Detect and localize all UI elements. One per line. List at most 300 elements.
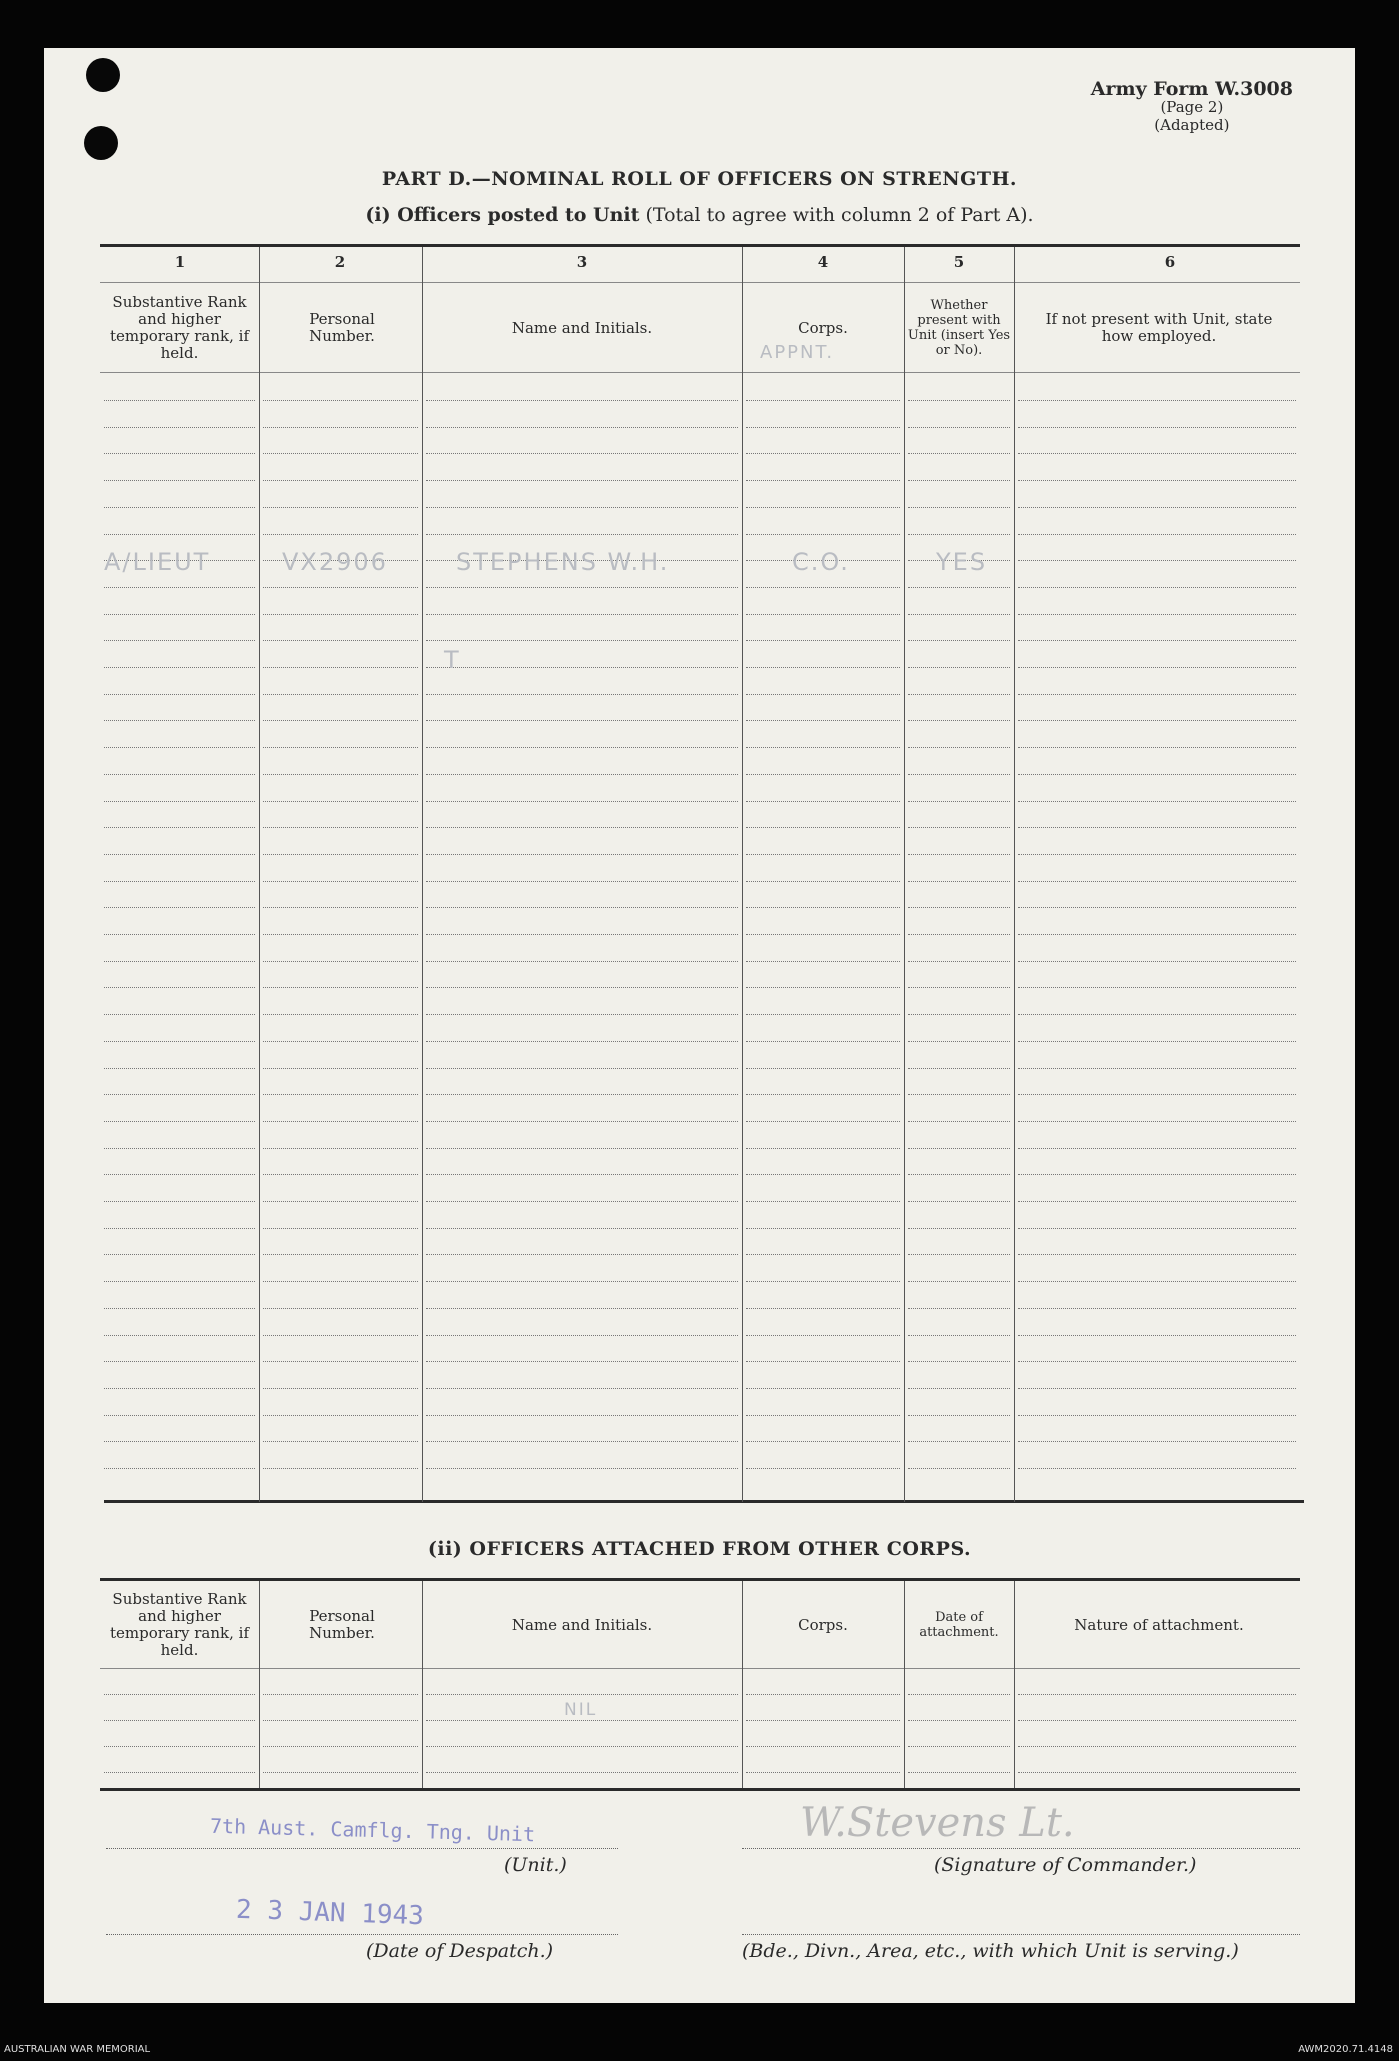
col-number-2: 2 xyxy=(334,253,346,271)
ruled-row-line xyxy=(1018,881,1296,882)
ruled-row-line xyxy=(1018,1121,1296,1122)
form-page xyxy=(44,48,1355,2003)
handwritten-rank: A/LIEUT xyxy=(104,548,211,576)
ruled-row-line xyxy=(746,1254,900,1255)
t2-header-rank: Substantive Rank and higher temporary rank, if held. xyxy=(109,1590,250,1659)
handwritten-nil: NIL xyxy=(564,1700,598,1720)
ruled-row-line xyxy=(426,774,738,775)
ruled-row-line xyxy=(908,1121,1010,1122)
ruled-row-line xyxy=(1018,1228,1296,1229)
ruled-row-line xyxy=(263,453,418,454)
t2-header-name: Name and Initials. xyxy=(511,1615,653,1634)
ruled-row-line xyxy=(263,534,418,535)
punch-hole xyxy=(86,58,120,92)
col-number-1: 1 xyxy=(174,253,186,271)
ruled-row-line xyxy=(263,1361,418,1362)
ruled-row-line xyxy=(263,934,418,935)
ruled-row-line xyxy=(746,1174,900,1175)
unit-stamp: 7th Aust. Camflg. Tng. Unit xyxy=(209,1813,536,1847)
table2-col-divider xyxy=(259,1581,260,1788)
ruled-row-line xyxy=(104,987,255,988)
ruled-row-line xyxy=(104,400,255,401)
ruled-row-line xyxy=(908,1014,1010,1015)
ruled-row-line xyxy=(104,1201,255,1202)
ruled-row-line xyxy=(104,587,255,588)
ruled-row-line xyxy=(908,1041,1010,1042)
ruled-row-line xyxy=(908,1308,1010,1309)
ruled-row-line xyxy=(263,774,418,775)
ruled-row-line xyxy=(908,667,1010,668)
ruled-row-line xyxy=(104,1228,255,1229)
ruled-row-line xyxy=(746,1694,900,1695)
ruled-row-line xyxy=(104,961,255,962)
ruled-row-line xyxy=(1018,1468,1296,1469)
table2-col-divider xyxy=(1014,1581,1015,1788)
ruled-row-line xyxy=(908,507,1010,508)
ruled-row-line xyxy=(1018,907,1296,908)
ruled-row-line xyxy=(426,614,738,615)
ruled-row-line xyxy=(263,507,418,508)
ruled-row-line xyxy=(908,1201,1010,1202)
ruled-row-line xyxy=(1018,400,1296,401)
table1-col-divider xyxy=(422,247,423,1502)
ruled-row-line xyxy=(908,1720,1010,1721)
ruled-row-line xyxy=(746,534,900,535)
ruled-row-line xyxy=(426,694,738,695)
ruled-row-line xyxy=(104,1148,255,1149)
ruled-row-line xyxy=(908,400,1010,401)
ruled-row-line xyxy=(746,1720,900,1721)
handwritten-number: VX2906 xyxy=(282,548,388,576)
table2-header-rule xyxy=(100,1668,1300,1669)
col-number-4: 4 xyxy=(817,253,829,271)
ruled-row-line xyxy=(263,801,418,802)
ruled-row-line xyxy=(104,1174,255,1175)
ruled-row-line xyxy=(908,1746,1010,1747)
table1-col-divider xyxy=(259,247,260,1502)
ruled-row-line xyxy=(104,827,255,828)
ruled-row-line xyxy=(1018,534,1296,535)
ruled-row-line xyxy=(263,1174,418,1175)
ruled-row-line xyxy=(104,507,255,508)
ruled-row-line xyxy=(104,534,255,535)
ruled-row-line xyxy=(1018,774,1296,775)
ruled-row-line xyxy=(1018,1308,1296,1309)
ruled-row-line xyxy=(1018,1068,1296,1069)
ruled-row-line xyxy=(908,881,1010,882)
ruled-row-line xyxy=(426,1694,738,1695)
ruled-row-line xyxy=(263,1772,418,1773)
t2-header-date: Date of attachment. xyxy=(919,1610,999,1640)
ruled-row-line xyxy=(1018,720,1296,721)
ruled-row-line xyxy=(104,774,255,775)
ruled-row-line xyxy=(263,854,418,855)
ruled-row-line xyxy=(746,1094,900,1095)
header-employment: If not present with Unit, state how employed. xyxy=(1045,310,1273,345)
ruled-row-line xyxy=(1018,667,1296,668)
ruled-row-line xyxy=(426,1468,738,1469)
ruled-row-line xyxy=(263,747,418,748)
ruled-row-line xyxy=(746,1441,900,1442)
ruled-row-line xyxy=(1018,1415,1296,1416)
ruled-row-line xyxy=(426,400,738,401)
ruled-row-line xyxy=(1018,1772,1296,1773)
ruled-row-line xyxy=(426,934,738,935)
ruled-row-line xyxy=(263,694,418,695)
ruled-row-line xyxy=(746,1388,900,1389)
ruled-row-line xyxy=(746,854,900,855)
ruled-row-line xyxy=(104,1094,255,1095)
ruled-row-line xyxy=(746,667,900,668)
ruled-row-line xyxy=(908,1281,1010,1282)
ruled-row-line xyxy=(104,1361,255,1362)
ruled-row-line xyxy=(746,1415,900,1416)
ruled-row-line xyxy=(104,881,255,882)
ruled-row-line xyxy=(746,1068,900,1069)
ruled-row-line xyxy=(1018,694,1296,695)
ruled-row-line xyxy=(263,427,418,428)
ruled-row-line xyxy=(746,1772,900,1773)
ruled-row-line xyxy=(263,1148,418,1149)
section2-title: (ii) OFFICERS ATTACHED FROM OTHER CORPS. xyxy=(427,1538,972,1560)
ruled-row-line xyxy=(1018,987,1296,988)
table1-col-divider xyxy=(742,247,743,1502)
ruled-row-line xyxy=(426,1228,738,1229)
ruled-row-line xyxy=(908,1415,1010,1416)
ruled-row-line xyxy=(746,827,900,828)
ruled-row-line xyxy=(104,453,255,454)
ruled-row-line xyxy=(746,640,900,641)
ruled-row-line xyxy=(908,640,1010,641)
ruled-row-line xyxy=(908,907,1010,908)
ruled-row-line xyxy=(426,1174,738,1175)
ruled-row-line xyxy=(908,1094,1010,1095)
ruled-row-line xyxy=(104,1694,255,1695)
header-present: Whether present with Unit (insert Yes or No). xyxy=(907,298,1011,358)
col-number-5: 5 xyxy=(953,253,965,271)
ruled-row-line xyxy=(1018,453,1296,454)
ruled-row-line xyxy=(104,1772,255,1773)
ruled-row-line xyxy=(263,881,418,882)
ruled-row-line xyxy=(263,1388,418,1389)
ruled-row-line xyxy=(1018,1281,1296,1282)
ruled-row-line xyxy=(263,1014,418,1015)
ruled-row-line xyxy=(104,1335,255,1336)
ruled-row-line xyxy=(426,1361,738,1362)
subtitle-rest: (Total to agree with column 2 of Part A). xyxy=(639,204,1034,226)
ruled-row-line xyxy=(104,427,255,428)
ruled-row-line xyxy=(1018,640,1296,641)
ruled-row-line xyxy=(746,1468,900,1469)
ruled-row-line xyxy=(426,747,738,748)
table1-bottom-rule xyxy=(104,1500,1304,1503)
ruled-row-line xyxy=(1018,427,1296,428)
ruled-row-line xyxy=(263,1228,418,1229)
ruled-row-line xyxy=(426,1308,738,1309)
form-note: (Adapted) xyxy=(1154,116,1230,134)
ruled-row-line xyxy=(908,1148,1010,1149)
ruled-row-line xyxy=(1018,827,1296,828)
ruled-row-line xyxy=(104,1468,255,1469)
ruled-row-line xyxy=(1018,747,1296,748)
ruled-row-line xyxy=(263,1308,418,1309)
handwritten-name: STEPHENS W.H. xyxy=(456,548,670,576)
ruled-row-line xyxy=(104,1415,255,1416)
t2-header-corps: Corps. xyxy=(798,1615,848,1634)
ruled-row-line xyxy=(426,1281,738,1282)
ruled-row-line xyxy=(426,827,738,828)
ruled-row-line xyxy=(426,1201,738,1202)
ruled-row-line xyxy=(1018,1094,1296,1095)
ruled-row-line xyxy=(908,614,1010,615)
ruled-row-line xyxy=(426,1254,738,1255)
ruled-row-line xyxy=(263,480,418,481)
ruled-row-line xyxy=(426,1772,738,1773)
ruled-row-line xyxy=(426,1068,738,1069)
credit-right: AWM2020.71.4148 xyxy=(1298,2044,1393,2055)
ruled-row-line xyxy=(908,747,1010,748)
ruled-row-line xyxy=(104,694,255,695)
ruled-row-line xyxy=(104,1254,255,1255)
ruled-row-line xyxy=(426,480,738,481)
ruled-row-line xyxy=(263,1121,418,1122)
ruled-row-line xyxy=(746,587,900,588)
ruled-row-line xyxy=(746,1201,900,1202)
ruled-row-line xyxy=(104,1441,255,1442)
ruled-row-line xyxy=(746,1746,900,1747)
header-personal-number: Personal Number. xyxy=(309,310,375,345)
commander-signature: W.Stevens Lt. xyxy=(800,1800,1075,1846)
ruled-row-line xyxy=(746,907,900,908)
ruled-row-line xyxy=(426,640,738,641)
handwritten-present: YES xyxy=(936,548,988,576)
handwritten-corps: C.O. xyxy=(792,548,850,576)
signature-label: (Signature of Commander.) xyxy=(934,1854,1197,1876)
ruled-row-line xyxy=(1018,1148,1296,1149)
ruled-row-line xyxy=(104,720,255,721)
ruled-row-line xyxy=(1018,1254,1296,1255)
credit-left: AUSTRALIAN WAR MEMORIAL xyxy=(4,2044,151,2055)
ruled-row-line xyxy=(908,934,1010,935)
ruled-row-line xyxy=(263,587,418,588)
ruled-row-line xyxy=(104,1308,255,1309)
ruled-row-line xyxy=(746,1281,900,1282)
ruled-row-line xyxy=(1018,961,1296,962)
ruled-row-line xyxy=(263,1415,418,1416)
ruled-row-line xyxy=(263,987,418,988)
ruled-row-line xyxy=(1018,1201,1296,1202)
ruled-row-line xyxy=(746,720,900,721)
ruled-row-line xyxy=(263,720,418,721)
ruled-row-line xyxy=(104,747,255,748)
ruled-row-line xyxy=(908,1694,1010,1695)
ruled-row-line xyxy=(426,961,738,962)
ruled-row-line xyxy=(263,1041,418,1042)
date-line xyxy=(106,1934,618,1935)
ruled-row-line xyxy=(263,907,418,908)
table1-colnum-rule xyxy=(100,282,1300,283)
col-number-3: 3 xyxy=(576,253,588,271)
ruled-row-line xyxy=(104,1746,255,1747)
ruled-row-line xyxy=(104,480,255,481)
table2-bottom-rule xyxy=(100,1788,1300,1791)
subtitle xyxy=(44,204,1355,226)
ruled-row-line xyxy=(746,934,900,935)
ruled-row-line xyxy=(426,1720,738,1721)
ruled-row-line xyxy=(104,854,255,855)
ruled-row-line xyxy=(746,694,900,695)
ruled-row-line xyxy=(263,400,418,401)
ruled-row-line xyxy=(263,1068,418,1069)
ruled-row-line xyxy=(1018,1720,1296,1721)
ruled-row-line xyxy=(426,854,738,855)
ruled-row-line xyxy=(1018,801,1296,802)
ruled-row-line xyxy=(908,774,1010,775)
ruled-row-line xyxy=(426,1148,738,1149)
ruled-row-line xyxy=(426,1441,738,1442)
ruled-row-line xyxy=(263,614,418,615)
ruled-row-line xyxy=(104,640,255,641)
ruled-row-line xyxy=(746,507,900,508)
ruled-row-line xyxy=(1018,1361,1296,1362)
subtitle-bold: (i) Officers posted to Unit xyxy=(365,204,640,226)
ruled-row-line xyxy=(1018,1014,1296,1015)
ruled-row-line xyxy=(908,587,1010,588)
ruled-row-line xyxy=(1018,934,1296,935)
ruled-row-line xyxy=(1018,1335,1296,1336)
ruled-row-line xyxy=(426,801,738,802)
ruled-row-line xyxy=(104,801,255,802)
ruled-row-line xyxy=(426,587,738,588)
table1-header-rule xyxy=(100,372,1300,373)
ruled-row-line xyxy=(908,961,1010,962)
ruled-row-line xyxy=(908,694,1010,695)
ruled-row-line xyxy=(426,453,738,454)
ruled-row-line xyxy=(263,1746,418,1747)
date-label: (Date of Despatch.) xyxy=(366,1940,554,1962)
ruled-row-line xyxy=(104,1068,255,1069)
ruled-row-line xyxy=(426,1746,738,1747)
unit-label: (Unit.) xyxy=(504,1854,567,1876)
ruled-row-line xyxy=(263,961,418,962)
ruled-row-line xyxy=(1018,1388,1296,1389)
signature-line xyxy=(742,1848,1300,1849)
ruled-row-line xyxy=(1018,1694,1296,1695)
ruled-row-line xyxy=(426,907,738,908)
ruled-row-line xyxy=(263,1694,418,1695)
ruled-row-line xyxy=(104,1388,255,1389)
ruled-row-line xyxy=(104,934,255,935)
ruled-row-line xyxy=(426,1415,738,1416)
ruled-row-line xyxy=(908,1174,1010,1175)
ruled-row-line xyxy=(746,614,900,615)
ruled-row-line xyxy=(908,827,1010,828)
ruled-row-line xyxy=(1018,480,1296,481)
header-name: Name and Initials. xyxy=(511,318,653,337)
ruled-row-line xyxy=(746,480,900,481)
ruled-row-line xyxy=(263,1720,418,1721)
ruled-row-line xyxy=(104,1041,255,1042)
table1-col-divider xyxy=(1014,247,1015,1502)
header-corps: Corps. xyxy=(798,318,848,337)
ruled-row-line xyxy=(426,1335,738,1336)
ruled-row-line xyxy=(426,427,738,428)
ruled-row-line xyxy=(908,1068,1010,1069)
ruled-row-line xyxy=(263,640,418,641)
ruled-row-line xyxy=(263,1201,418,1202)
ruled-row-line xyxy=(908,854,1010,855)
col-number-6: 6 xyxy=(1164,253,1176,271)
ruled-row-line xyxy=(263,1094,418,1095)
ruled-row-line xyxy=(426,987,738,988)
ruled-row-line xyxy=(426,1388,738,1389)
ruled-row-line xyxy=(1018,560,1296,561)
table2-col-divider xyxy=(904,1581,905,1788)
ruled-row-line xyxy=(746,987,900,988)
ruled-row-line xyxy=(746,1361,900,1362)
ruled-row-line xyxy=(104,1720,255,1721)
ruled-row-line xyxy=(908,987,1010,988)
ruled-row-line xyxy=(104,1281,255,1282)
ruled-row-line xyxy=(1018,587,1296,588)
serving-label: (Bde., Divn., Area, etc., with which Unit is serving.) xyxy=(742,1940,1239,1962)
ruled-row-line xyxy=(1018,614,1296,615)
form-identifier xyxy=(1091,80,1293,134)
ruled-row-line xyxy=(908,1441,1010,1442)
handwritten-corps-note: APPNT. xyxy=(760,342,835,363)
ruled-row-line xyxy=(746,1148,900,1149)
table2-top-rule xyxy=(100,1578,1300,1581)
ruled-row-line xyxy=(104,1121,255,1122)
ruled-row-line xyxy=(1018,1041,1296,1042)
form-page-number: (Page 2) xyxy=(1160,98,1224,116)
ruled-row-line xyxy=(908,427,1010,428)
ruled-row-line xyxy=(746,1014,900,1015)
ruled-row-line xyxy=(908,1254,1010,1255)
ruled-row-line xyxy=(426,534,738,535)
ruled-row-line xyxy=(908,1361,1010,1362)
ruled-row-line xyxy=(746,1041,900,1042)
ruled-row-line xyxy=(104,1014,255,1015)
ruled-row-line xyxy=(426,1041,738,1042)
ruled-row-line xyxy=(746,1228,900,1229)
ruled-row-line xyxy=(263,1281,418,1282)
ruled-row-line xyxy=(1018,507,1296,508)
ruled-row-line xyxy=(746,1308,900,1309)
ruled-row-line xyxy=(746,400,900,401)
ruled-row-line xyxy=(426,1094,738,1095)
ruled-row-line xyxy=(746,453,900,454)
ruled-row-line xyxy=(1018,1746,1296,1747)
header-rank: Substantive Rank and higher temporary rank, if held. xyxy=(109,293,250,362)
table1-top-rule xyxy=(100,244,1300,247)
ruled-row-line xyxy=(1018,1174,1296,1175)
ruled-row-line xyxy=(104,907,255,908)
ruled-row-line xyxy=(263,667,418,668)
part-title: PART D.—NOMINAL ROLL OF OFFICERS ON STRENGTH. xyxy=(381,168,1018,190)
serving-line xyxy=(742,1934,1300,1935)
ruled-row-line xyxy=(426,1121,738,1122)
ruled-row-line xyxy=(426,881,738,882)
ruled-row-line xyxy=(908,1228,1010,1229)
ruled-row-line xyxy=(746,1335,900,1336)
ruled-row-line xyxy=(746,801,900,802)
ruled-row-line xyxy=(1018,1441,1296,1442)
ruled-row-line xyxy=(746,881,900,882)
t2-header-nature: Nature of attachment. xyxy=(1074,1615,1244,1634)
ruled-row-line xyxy=(908,720,1010,721)
form-name: Army Form W.3008 xyxy=(1090,78,1293,100)
